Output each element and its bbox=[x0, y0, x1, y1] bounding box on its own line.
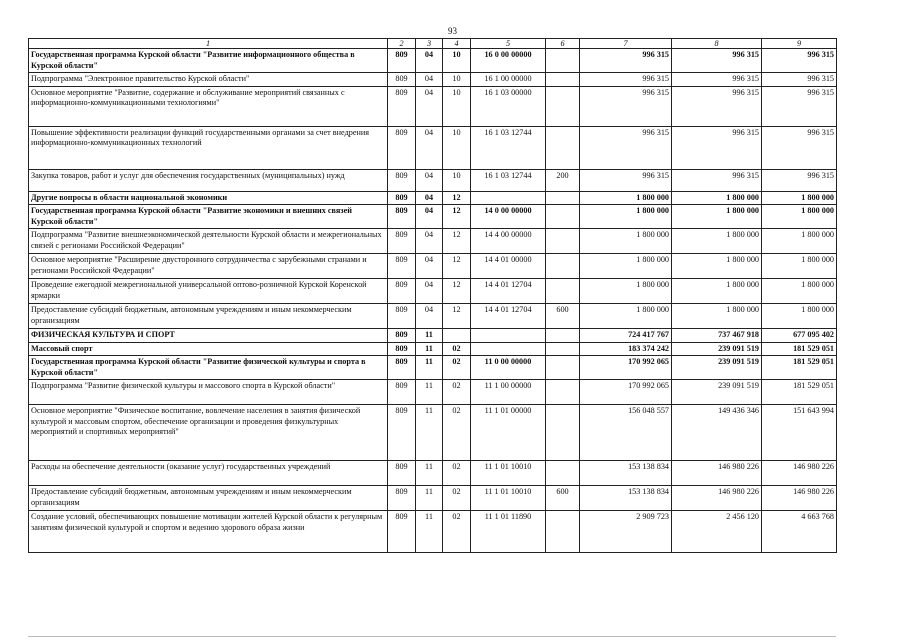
cell-subsection: 10 bbox=[443, 49, 471, 73]
header-cell: 9 bbox=[762, 39, 837, 49]
table-body bbox=[29, 49, 837, 553]
header-cell: 1 bbox=[29, 39, 388, 49]
cell-ministry-code: 809 bbox=[388, 511, 416, 553]
cell-target-article: 16 1 03 12744 bbox=[471, 126, 546, 169]
cell-ministry-code: 809 bbox=[388, 73, 416, 87]
header-cell: 4 bbox=[443, 39, 471, 49]
cell-subsection: 12 bbox=[443, 205, 471, 229]
cell-amount-1: 156 048 557 bbox=[580, 405, 672, 461]
cell-name: Другие вопросы в области национальной экономики bbox=[29, 191, 388, 205]
cell-expense-type: 200 bbox=[546, 169, 580, 191]
cell-amount-2: 239 091 519 bbox=[672, 342, 762, 356]
cell-amount-3: 996 315 bbox=[762, 126, 837, 169]
cell-subsection: 02 bbox=[443, 342, 471, 356]
cell-ministry-code: 809 bbox=[388, 486, 416, 511]
cell-target-article: 16 0 00 00000 bbox=[471, 49, 546, 73]
cell-name: Подпрограмма "Развитие физической культуры и массового спорта в Курской области" bbox=[29, 380, 388, 405]
cell-amount-3: 1 800 000 bbox=[762, 279, 837, 304]
cell-name: Государственная программа Курской области "Развитие физической культуры и спорта в Курской области" bbox=[29, 356, 388, 380]
cell-subsection: 02 bbox=[443, 461, 471, 486]
cell-section: 11 bbox=[416, 511, 443, 553]
cell-expense-type bbox=[546, 356, 580, 380]
cell-subsection: 10 bbox=[443, 73, 471, 87]
cell-amount-2: 1 800 000 bbox=[672, 254, 762, 279]
table-row bbox=[29, 380, 837, 405]
cell-name: Основное мероприятие "Развитие, содержание и обслуживание мероприятий связанных с информационно-коммуникационными технологиями" bbox=[29, 86, 388, 126]
cell-amount-3: 1 800 000 bbox=[762, 205, 837, 229]
header-cell: 3 bbox=[416, 39, 443, 49]
cell-expense-type bbox=[546, 49, 580, 73]
cell-amount-2: 1 800 000 bbox=[672, 304, 762, 329]
cell-subsection: 02 bbox=[443, 380, 471, 405]
cell-expense-type bbox=[546, 329, 580, 343]
cell-amount-1: 996 315 bbox=[580, 169, 672, 191]
header-cell: 6 bbox=[546, 39, 580, 49]
cell-amount-2: 996 315 bbox=[672, 86, 762, 126]
cell-amount-1: 996 315 bbox=[580, 126, 672, 169]
cell-target-article: 16 1 03 12744 bbox=[471, 169, 546, 191]
cell-amount-2: 239 091 519 bbox=[672, 380, 762, 405]
cell-subsection: 10 bbox=[443, 126, 471, 169]
table-row bbox=[29, 205, 837, 229]
cell-target-article: 11 0 00 00000 bbox=[471, 356, 546, 380]
cell-ministry-code: 809 bbox=[388, 329, 416, 343]
header-cell: 5 bbox=[471, 39, 546, 49]
cell-subsection: 02 bbox=[443, 405, 471, 461]
table-row bbox=[29, 511, 837, 553]
cell-ministry-code: 809 bbox=[388, 342, 416, 356]
cell-section: 04 bbox=[416, 304, 443, 329]
table-row bbox=[29, 461, 837, 486]
cell-amount-1: 1 800 000 bbox=[580, 304, 672, 329]
cell-amount-2: 2 456 120 bbox=[672, 511, 762, 553]
cell-ministry-code: 809 bbox=[388, 254, 416, 279]
cell-amount-1: 153 138 834 bbox=[580, 486, 672, 511]
cell-name: Расходы на обеспечение деятельности (оказание услуг) государственных учреждений bbox=[29, 461, 388, 486]
cell-ministry-code: 809 bbox=[388, 405, 416, 461]
cell-amount-1: 183 374 242 bbox=[580, 342, 672, 356]
cell-section: 04 bbox=[416, 126, 443, 169]
cell-amount-2: 239 091 519 bbox=[672, 356, 762, 380]
table-header-row bbox=[29, 39, 837, 49]
table-row bbox=[29, 486, 837, 511]
table-row bbox=[29, 279, 837, 304]
cell-amount-1: 170 992 065 bbox=[580, 356, 672, 380]
header-cell: 2 bbox=[388, 39, 416, 49]
cell-subsection: 02 bbox=[443, 356, 471, 380]
cell-expense-type: 600 bbox=[546, 486, 580, 511]
cell-amount-2: 996 315 bbox=[672, 126, 762, 169]
cell-subsection: 12 bbox=[443, 191, 471, 205]
cell-section: 04 bbox=[416, 86, 443, 126]
cell-amount-3: 1 800 000 bbox=[762, 191, 837, 205]
cell-name: Массовый спорт bbox=[29, 342, 388, 356]
cell-ministry-code: 809 bbox=[388, 304, 416, 329]
cell-target-article bbox=[471, 191, 546, 205]
cell-section: 11 bbox=[416, 380, 443, 405]
cell-subsection: 02 bbox=[443, 486, 471, 511]
cell-amount-1: 996 315 bbox=[580, 73, 672, 87]
cell-amount-3: 996 315 bbox=[762, 49, 837, 73]
cell-ministry-code: 809 bbox=[388, 380, 416, 405]
cell-name: Основное мероприятие "Расширение двусторонного сотрудничества с зарубежными странами и регионами Российской Федерации" bbox=[29, 254, 388, 279]
cell-ministry-code: 809 bbox=[388, 461, 416, 486]
cell-amount-3: 146 980 226 bbox=[762, 486, 837, 511]
table-row bbox=[29, 169, 837, 191]
table-row bbox=[29, 73, 837, 87]
cell-amount-3: 1 800 000 bbox=[762, 229, 837, 254]
cell-name: ФИЗИЧЕСКАЯ КУЛЬТУРА И СПОРТ bbox=[29, 329, 388, 343]
cell-target-article: 11 1 01 00000 bbox=[471, 405, 546, 461]
cell-expense-type bbox=[546, 461, 580, 486]
cell-target-article bbox=[471, 342, 546, 356]
table-row bbox=[29, 229, 837, 254]
cell-target-article: 14 4 01 12704 bbox=[471, 279, 546, 304]
cell-amount-1: 996 315 bbox=[580, 86, 672, 126]
cell-name: Предоставление субсидий бюджетным, автономным учреждениям и иным некоммерческим организациям bbox=[29, 304, 388, 329]
cell-target-article: 11 1 00 00000 bbox=[471, 380, 546, 405]
cell-section: 04 bbox=[416, 49, 443, 73]
cell-subsection bbox=[443, 329, 471, 343]
table-row bbox=[29, 126, 837, 169]
cell-target-article: 16 1 03 00000 bbox=[471, 86, 546, 126]
cell-target-article: 11 1 01 10010 bbox=[471, 486, 546, 511]
cell-ministry-code: 809 bbox=[388, 86, 416, 126]
cell-expense-type bbox=[546, 73, 580, 87]
cell-ministry-code: 809 bbox=[388, 49, 416, 73]
cell-name: Основное мероприятие "Физическое воспитание, вовлечение населения в занятия физической культурой и массовым спортом, обеспечение организации и проведения физкультурных мероприятий и спортивных мероприятий" bbox=[29, 405, 388, 461]
cell-subsection: 12 bbox=[443, 254, 471, 279]
cell-amount-3: 677 095 402 bbox=[762, 329, 837, 343]
cell-amount-1: 1 800 000 bbox=[580, 229, 672, 254]
table-row bbox=[29, 86, 837, 126]
cell-target-article: 14 4 01 00000 bbox=[471, 254, 546, 279]
cell-ministry-code: 809 bbox=[388, 229, 416, 254]
page-bottom-rule bbox=[28, 636, 836, 637]
cell-expense-type bbox=[546, 342, 580, 356]
cell-amount-2: 996 315 bbox=[672, 73, 762, 87]
cell-amount-2: 996 315 bbox=[672, 169, 762, 191]
cell-expense-type bbox=[546, 86, 580, 126]
table-row bbox=[29, 405, 837, 461]
cell-ministry-code: 809 bbox=[388, 191, 416, 205]
cell-section: 11 bbox=[416, 486, 443, 511]
cell-subsection: 10 bbox=[443, 86, 471, 126]
table-row bbox=[29, 304, 837, 329]
cell-target-article: 11 1 01 10010 bbox=[471, 461, 546, 486]
cell-name: Предоставление субсидий бюджетным, автономным учреждениям и иным некоммерческим организациям bbox=[29, 486, 388, 511]
cell-expense-type bbox=[546, 191, 580, 205]
cell-amount-2: 996 315 bbox=[672, 49, 762, 73]
cell-section: 11 bbox=[416, 356, 443, 380]
cell-amount-2: 1 800 000 bbox=[672, 229, 762, 254]
cell-amount-3: 996 315 bbox=[762, 169, 837, 191]
cell-section: 11 bbox=[416, 405, 443, 461]
cell-expense-type bbox=[546, 279, 580, 304]
cell-expense-type bbox=[546, 126, 580, 169]
cell-section: 11 bbox=[416, 329, 443, 343]
cell-amount-3: 181 529 051 bbox=[762, 342, 837, 356]
cell-section: 04 bbox=[416, 279, 443, 304]
cell-amount-2: 1 800 000 bbox=[672, 279, 762, 304]
cell-amount-2: 737 467 918 bbox=[672, 329, 762, 343]
header-cell: 7 bbox=[580, 39, 672, 49]
cell-amount-3: 1 800 000 bbox=[762, 304, 837, 329]
cell-amount-3: 996 315 bbox=[762, 73, 837, 87]
cell-target-article: 16 1 00 00000 bbox=[471, 73, 546, 87]
header-cell: 8 bbox=[672, 39, 762, 49]
table-row bbox=[29, 356, 837, 380]
cell-ministry-code: 809 bbox=[388, 169, 416, 191]
cell-expense-type bbox=[546, 380, 580, 405]
cell-section: 04 bbox=[416, 191, 443, 205]
cell-amount-1: 724 417 767 bbox=[580, 329, 672, 343]
cell-amount-1: 170 992 065 bbox=[580, 380, 672, 405]
cell-expense-type bbox=[546, 254, 580, 279]
table-row bbox=[29, 329, 837, 343]
cell-subsection: 12 bbox=[443, 304, 471, 329]
cell-amount-2: 1 800 000 bbox=[672, 191, 762, 205]
cell-amount-1: 153 138 834 bbox=[580, 461, 672, 486]
cell-expense-type bbox=[546, 405, 580, 461]
cell-name: Повышение эффективности реализации функций государственными органами за счет внедрения информационно-коммуникационных технологий bbox=[29, 126, 388, 169]
cell-section: 11 bbox=[416, 342, 443, 356]
cell-section: 11 bbox=[416, 461, 443, 486]
cell-amount-2: 1 800 000 bbox=[672, 205, 762, 229]
cell-amount-3: 181 529 051 bbox=[762, 356, 837, 380]
cell-ministry-code: 809 bbox=[388, 279, 416, 304]
cell-section: 04 bbox=[416, 229, 443, 254]
cell-name: Создание условий, обеспечивающих повышение мотивации жителей Курской области к регулярным занятиям физической культурой и спортом и ведению здорового образа жизни bbox=[29, 511, 388, 553]
cell-section: 04 bbox=[416, 73, 443, 87]
cell-ministry-code: 809 bbox=[388, 356, 416, 380]
cell-amount-2: 149 436 346 bbox=[672, 405, 762, 461]
cell-name: Государственная программа Курской области "Развитие информационного общества в Курской области" bbox=[29, 49, 388, 73]
cell-amount-1: 1 800 000 bbox=[580, 279, 672, 304]
cell-name: Закупка товаров, работ и услуг для обеспечения государственных (муниципальных) нужд bbox=[29, 169, 388, 191]
cell-target-article: 14 4 00 00000 bbox=[471, 229, 546, 254]
cell-subsection: 12 bbox=[443, 279, 471, 304]
cell-expense-type bbox=[546, 229, 580, 254]
cell-expense-type bbox=[546, 205, 580, 229]
budget-table bbox=[28, 38, 837, 553]
cell-amount-1: 996 315 bbox=[580, 49, 672, 73]
cell-target-article: 14 4 01 12704 bbox=[471, 304, 546, 329]
cell-amount-3: 996 315 bbox=[762, 86, 837, 126]
cell-section: 04 bbox=[416, 205, 443, 229]
cell-amount-2: 146 980 226 bbox=[672, 461, 762, 486]
table-row bbox=[29, 191, 837, 205]
cell-name: Проведение ежегодной межрегиональной универсальной оптово-розничной Курской Коренской ярмарки bbox=[29, 279, 388, 304]
cell-amount-1: 1 800 000 bbox=[580, 254, 672, 279]
cell-expense-type: 600 bbox=[546, 304, 580, 329]
cell-amount-2: 146 980 226 bbox=[672, 486, 762, 511]
cell-section: 04 bbox=[416, 169, 443, 191]
cell-target-article bbox=[471, 329, 546, 343]
cell-target-article: 11 1 01 11890 bbox=[471, 511, 546, 553]
cell-name: Подпрограмма "Электронное правительство Курской области" bbox=[29, 73, 388, 87]
cell-subsection: 02 bbox=[443, 511, 471, 553]
cell-amount-3: 146 980 226 bbox=[762, 461, 837, 486]
cell-amount-3: 1 800 000 bbox=[762, 254, 837, 279]
cell-subsection: 12 bbox=[443, 229, 471, 254]
table-row bbox=[29, 254, 837, 279]
cell-expense-type bbox=[546, 511, 580, 553]
cell-amount-3: 4 663 768 bbox=[762, 511, 837, 553]
cell-subsection: 10 bbox=[443, 169, 471, 191]
table-row bbox=[29, 49, 837, 73]
cell-amount-1: 2 909 723 bbox=[580, 511, 672, 553]
cell-ministry-code: 809 bbox=[388, 205, 416, 229]
cell-amount-3: 181 529 051 bbox=[762, 380, 837, 405]
cell-name: Государственная программа Курской области "Развитие экономики и внешних связей Курской области" bbox=[29, 205, 388, 229]
cell-section: 04 bbox=[416, 254, 443, 279]
cell-name: Подпрограмма "Развитие внешнеэкономической деятельности Курской области и межрегиональных связей с регионами Российской Федерации" bbox=[29, 229, 388, 254]
cell-ministry-code: 809 bbox=[388, 126, 416, 169]
cell-amount-3: 151 643 994 bbox=[762, 405, 837, 461]
cell-target-article: 14 0 00 00000 bbox=[471, 205, 546, 229]
cell-amount-1: 1 800 000 bbox=[580, 205, 672, 229]
table-row bbox=[29, 342, 837, 356]
cell-amount-1: 1 800 000 bbox=[580, 191, 672, 205]
page-number: 93 bbox=[448, 26, 457, 36]
